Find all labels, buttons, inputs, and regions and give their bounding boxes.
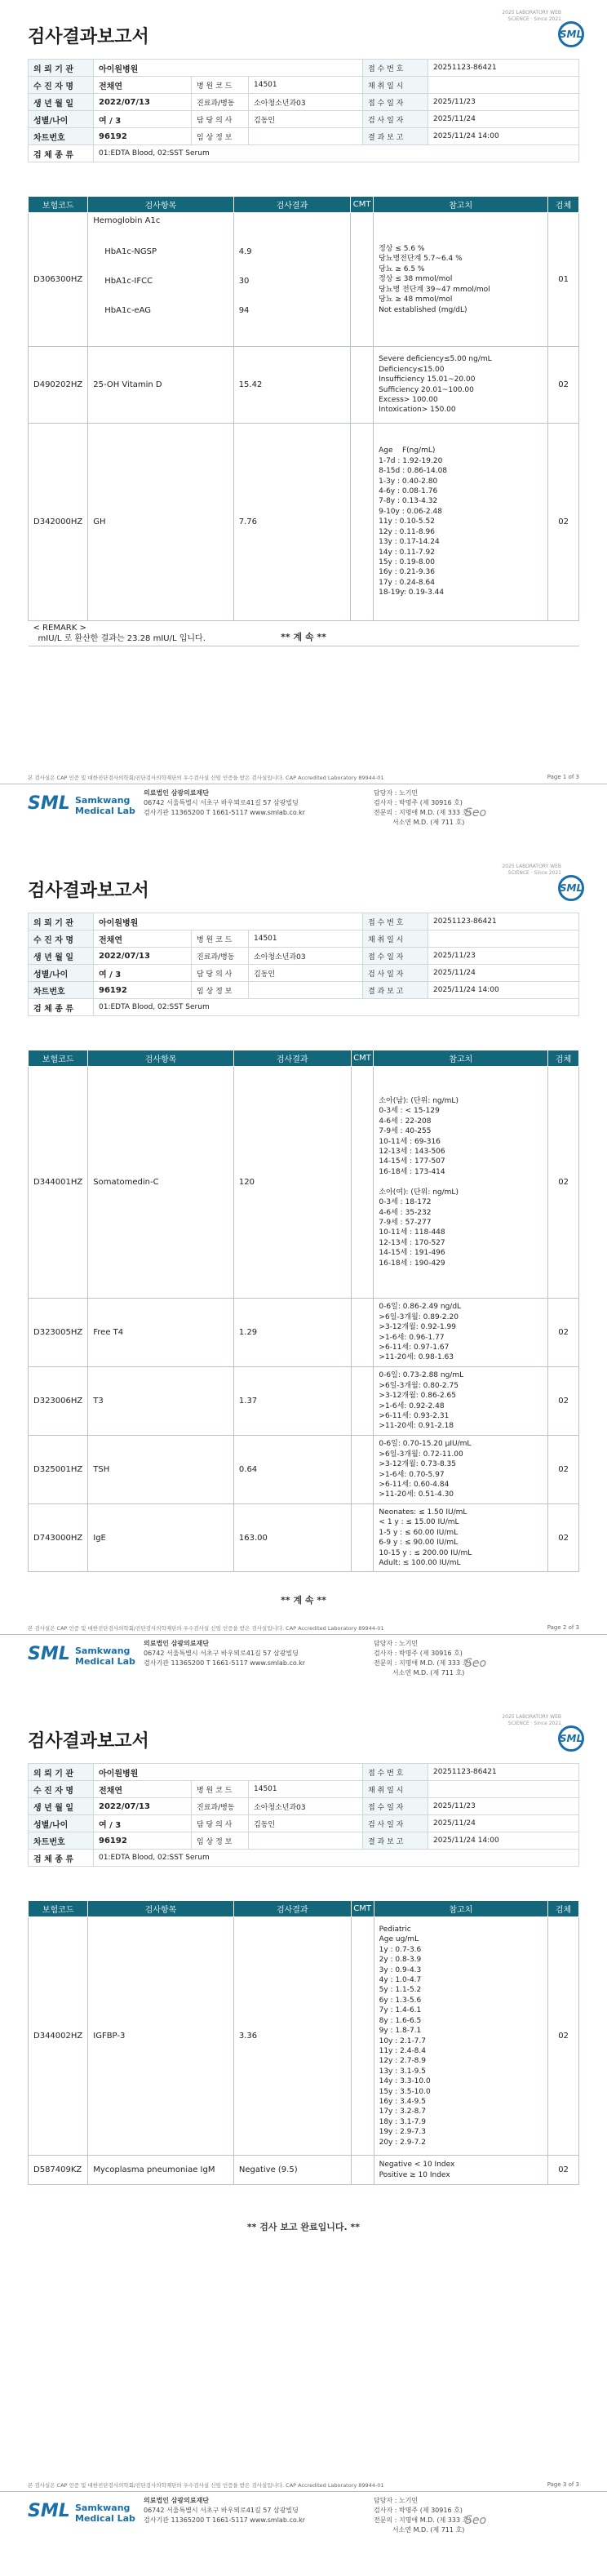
info-doctor-k: 담 당 의 사 (192, 965, 249, 982)
info-recv-k: 접 수 일 자 (363, 948, 428, 965)
report-title: 검사결과보고서 (28, 881, 149, 901)
column-header: 검체 (548, 1050, 579, 1067)
info-clinical-v (249, 128, 363, 145)
column-header: 검사결과 (233, 1901, 351, 1917)
address-line: 06742 서울특별시 서초구 바우뫼로41길 57 삼광빌딩 (144, 799, 299, 806)
info-patient-v: 전채연 (94, 930, 192, 948)
specimen-value: 01:EDTA Blood, 02:SST Serum (94, 999, 579, 1016)
reference-range: Pediatric Age ug/mL 1y : 0.7-3.6 2y : 0.8-3.9 3y : 0.9-4.3 4y : 1.0-4.7 5y : 1.1-5.2 6y : 1.3-5.6 7y : 1.4-6.1 8y : 1.6-6.5 9y : 1.8-7.1 10y : 2.1-7.7 11y : 2.4-8.4 12y : 2.7-8.9 13y : 3.1-9.5 14y : 3.3-10.0 15y : 3.5-10.0 16y : 3.4-9.5 17y : 3.2-8.7 18y : 3.1-7.9 19y : 2.9-7.3 20y : 2.9-7.2 (374, 1917, 548, 2156)
specimen-code: 02 (548, 2156, 579, 2185)
info-sexage-v: 여 / 3 (94, 1815, 192, 1832)
info-acc-k: 접 수 번 호 (363, 60, 428, 77)
comment-cell (351, 1504, 374, 1572)
info-collect-k: 채 취 일 시 (363, 77, 428, 94)
info-test-k: 검 사 일 자 (363, 111, 428, 128)
info-patient-v: 전채연 (94, 77, 192, 94)
top-meta (502, 10, 561, 23)
column-header: 검사항목 (88, 1901, 234, 1917)
info-chart-v: 96192 (94, 128, 192, 145)
sml-logo-icon (555, 872, 589, 906)
sub-test-name: HbA1c-IFCC (104, 277, 153, 286)
info-patient-v: 전채연 (94, 1781, 192, 1798)
info-hospcode-k: 병 원 코 드 (192, 1781, 249, 1798)
info-patient-k: 수 진 자 명 (29, 1781, 94, 1798)
column-header: 검사결과 (233, 1050, 351, 1067)
specimen-code: 02 (548, 424, 579, 621)
reference-range: 0-6일: 0.70-15.20 μIU/mL >6일-3개월: 0.72-11.00 >3-12개월: 0.73-8.35 >1-6세: 0.70-5.97 >6-11세: 0.60-4.84 >11-20세: 0.51-4.30 (374, 1436, 548, 1504)
insurance-code: D587409KZ (29, 2156, 88, 2185)
sub-test-name: HbA1c-eAG (104, 306, 151, 315)
info-hospcode-k: 병 원 코 드 (192, 77, 249, 94)
info-chart-k: 차트번호 (29, 128, 94, 145)
info-chart-k: 차트번호 (29, 982, 94, 999)
info-test-k: 검 사 일 자 (363, 965, 428, 982)
info-hospital-v: 아이원병원 (94, 1764, 363, 1781)
test-result: 1.37 (233, 1367, 351, 1436)
info-hospital-v: 아이원병원 (94, 913, 363, 930)
test-name: T3 (88, 1367, 234, 1436)
info-recv-v: 2025/11/23 (428, 94, 579, 111)
sml-logo-icon (555, 1722, 589, 1757)
column-header: 보험코드 (29, 1901, 88, 1917)
page-number: Page 2 of 3 (547, 1624, 579, 1631)
result-row (29, 1067, 579, 1299)
info-doctor-v: 김동인 (249, 111, 363, 128)
result-row (29, 1917, 579, 2156)
specimen-code: 02 (548, 1067, 579, 1299)
specimen-code: 01 (548, 213, 579, 347)
spacer (239, 216, 345, 238)
info-sexage-k: 성별/나이 (29, 965, 94, 982)
specimen-label: 검 체 종 류 (29, 999, 94, 1016)
insurance-code: D323006HZ (29, 1367, 88, 1436)
address-line: 검사기관 11365200 T 1661-5117 www.smlab.co.kr (144, 809, 306, 816)
info-result-v: 2025/11/24 14:00 (428, 982, 579, 999)
info-row (29, 60, 579, 77)
footer-divider (0, 2491, 607, 2492)
signatory-line: 서소연 M.D. (제 711 호) (374, 1669, 465, 1677)
signatories (374, 788, 471, 828)
info-chart-v: 96192 (94, 982, 192, 999)
column-header: CMT (351, 1901, 374, 1917)
info-row (29, 111, 579, 128)
footer-divider (0, 1634, 607, 1635)
signatories (374, 1639, 471, 1678)
signatory-line: 검사자 : 박명주 (제 30916 호) (374, 2507, 463, 2514)
brand-mark: SML (28, 1644, 70, 1664)
top-meta-line: SCIENCE · Since 2021 (507, 870, 561, 876)
results-header (29, 1901, 579, 1917)
info-result-k: 결 과 보 고 (363, 982, 428, 999)
insurance-code: D325001HZ (29, 1436, 88, 1504)
brand-mark: SML (28, 2501, 70, 2521)
info-row (29, 930, 579, 948)
test-result: 163.00 (233, 1504, 351, 1572)
column-header: CMT (351, 1050, 374, 1067)
results-header (29, 1050, 579, 1067)
results-header (29, 197, 579, 213)
test-result (233, 213, 350, 347)
signatory-line: 전문의 : 지명애 M.D. (제 333 호) (374, 1659, 472, 1667)
result-row (29, 1299, 579, 1367)
info-chart-k: 차트번호 (29, 1832, 94, 1850)
insurance-code: D743000HZ (29, 1504, 88, 1572)
info-sexage-v: 여 / 3 (94, 965, 192, 982)
test-name: Mycoplasma pneumoniae IgM (88, 2156, 234, 2185)
address-line: 의료법인 삼광의료재단 (144, 2497, 210, 2504)
signatory-line: 검사자 : 박명주 (제 30916 호) (374, 1650, 463, 1657)
reference-range: Severe deficiency≤5.00 ng/mL Deficiency≤15.00 Insufficiency 15.01~20.00 Sufficiency 20.01~100.00 Excess> 100.00 Intoxication> 150.00 (374, 347, 548, 424)
test-result: 1.29 (233, 1299, 351, 1367)
results-table (28, 196, 579, 646)
logo-text: SML (559, 1733, 583, 1744)
result-row (29, 213, 579, 347)
result-row (29, 1504, 579, 1572)
signature-image: Seo (465, 806, 487, 819)
comment-cell (351, 1917, 374, 2156)
top-meta (502, 864, 561, 877)
column-header: 참고치 (374, 1050, 548, 1067)
top-meta-line: 2025 LABORATORY WEB (502, 10, 561, 16)
info-dept-k: 진료과/병동 (192, 1798, 249, 1815)
sml-brand-logo (28, 1644, 142, 1677)
sml-logo-icon (555, 18, 589, 52)
info-test-v: 2025/11/24 (428, 111, 579, 128)
info-acc-v: 20251123-86421 (428, 913, 579, 930)
address-line: 06742 서울특별시 서초구 바우뫼로41길 57 삼광빌딩 (144, 1650, 299, 1657)
accreditation-notice: 본 검사실은 CAP 인증 및 대한진단검사의학회/진단검사의학재단의 우수검사실 신임 인증을 받은 검사실입니다. CAP Accredited Laboratory 89944-01 (28, 2482, 384, 2489)
address-line: 06742 서울특별시 서초구 바우뫼로41길 57 삼광빌딩 (144, 2507, 299, 2514)
brand-name-line: Medical Lab (75, 806, 135, 816)
info-test-v: 2025/11/24 (428, 1815, 579, 1832)
signatory-line: 전문의 : 지명애 M.D. (제 333 호) (374, 809, 472, 816)
column-header: 참고치 (374, 1901, 548, 1917)
reference-range: Negative < 10 Index Positive ≥ 10 Index (374, 2156, 548, 2185)
result-row (29, 347, 579, 424)
patient-info-table (28, 59, 579, 162)
info-row (29, 1832, 579, 1850)
info-patient-k: 수 진 자 명 (29, 930, 94, 948)
insurance-code: D490202HZ (29, 347, 88, 424)
signatory-line: 검사자 : 박명주 (제 30916 호) (374, 799, 463, 806)
reference-range: Age F(ng/mL) 1-7d : 1.92-19.20 8-15d : 0.86-14.08 1-3y : 0.40-2.80 4-6y : 0.08-1.76 7-8y : 0.13-4.32 9-10y : 0.06-2.48 11y : 0.10-5.52 12y : 0.11-8.96 13y : 0.17-14.24 14y : 0.11-7.92 15y : 0.19-8.00 16y : 0.21-9.36 17y : 0.24-8.64 18-19y: 0.19-3.44 (374, 424, 548, 621)
info-hospcode-v: 14501 (249, 77, 363, 94)
comment-cell (351, 1367, 374, 1436)
info-hospital-k: 의 뢰 기 관 (29, 1764, 94, 1781)
column-header: 검체 (548, 197, 579, 213)
continued-label: ** 계 속 ** (281, 1595, 326, 1606)
info-hospcode-v: 14501 (249, 1781, 363, 1798)
info-clinical-v (249, 982, 363, 999)
brand-mark: SML (28, 793, 70, 814)
info-dob-v: 2022/07/13 (94, 94, 192, 111)
specimen-value: 01:EDTA Blood, 02:SST Serum (94, 1850, 579, 1867)
column-header: 검체 (548, 1901, 579, 1917)
info-doctor-v: 김동인 (249, 965, 363, 982)
reference-range: 0-6일: 0.73-2.88 ng/mL >6일-3개월: 0.80-2.75 >3-12개월: 0.86-2.65 >1-6세: 0.92-2.48 >6-11세: 0.93-2.31 >11-20세: 0.91-2.18 (374, 1367, 548, 1436)
report-title: 검사결과보고서 (28, 1731, 149, 1752)
column-header: 검사결과 (233, 197, 350, 213)
test-result: Negative (9.5) (233, 2156, 351, 2185)
signatory-line: 서소연 M.D. (제 711 호) (374, 2526, 465, 2534)
test-name: Somatomedin-C (88, 1067, 234, 1299)
sml-brand-logo (28, 793, 142, 826)
info-clinical-k: 임 상 정 보 (192, 128, 249, 145)
reference-range: Neonates: ≤ 1.50 IU/mL < 1 y : ≤ 15.00 IU/mL 1-5 y : ≤ 60.00 IU/mL 6-9 y : ≤ 90.00 IU/mL 10-15 y : ≤ 200.00 IU/mL Adult: ≤ 100.00 IU/mL (374, 1504, 548, 1572)
comment-cell (351, 1067, 374, 1299)
info-test-v: 2025/11/24 (428, 965, 579, 982)
lab-address (144, 2496, 305, 2525)
address-line: 의료법인 삼광의료재단 (144, 789, 210, 797)
page-number: Page 1 of 3 (547, 774, 579, 780)
top-meta (502, 1714, 561, 1727)
info-dept-v: 소아청소년과03 (249, 94, 363, 111)
info-hospcode-v: 14501 (249, 930, 363, 948)
info-result-v: 2025/11/24 14:00 (428, 1832, 579, 1850)
specimen-code: 02 (548, 1299, 579, 1367)
info-dob-k: 생 년 월 일 (29, 1798, 94, 1815)
info-row (29, 128, 579, 145)
signatory-line: 담당자 : 노기민 (374, 1640, 419, 1647)
info-dob-v: 2022/07/13 (94, 1798, 192, 1815)
sub-test-name: HbA1c-NGSP (104, 247, 157, 256)
specimen-label: 검 체 종 류 (29, 145, 94, 162)
accreditation-notice: 본 검사실은 CAP 인증 및 대한진단검사의학회/진단검사의학재단의 우수검사실 신임 인증을 받은 검사실입니다. CAP Accredited Laboratory 89944-01 (28, 1625, 384, 1632)
sml-brand-logo (28, 2501, 142, 2534)
specimen-label: 검 체 종 류 (29, 1850, 94, 1867)
test-name: IgE (88, 1504, 234, 1572)
signature-image: Seo (465, 1657, 487, 1670)
result-row (29, 1367, 579, 1436)
address-line: 검사기관 11365200 T 1661-5117 www.smlab.co.kr (144, 1659, 306, 1667)
info-dept-v: 소아청소년과03 (249, 1798, 363, 1815)
info-acc-v: 20251123-86421 (428, 1764, 579, 1781)
test-name: GH (88, 424, 233, 621)
info-acc-v: 20251123-86421 (428, 60, 579, 77)
insurance-code: D323005HZ (29, 1299, 88, 1367)
info-collect-v (428, 1781, 579, 1798)
logo-text: SML (559, 29, 583, 40)
signature-image: Seo (465, 2514, 487, 2527)
info-row (29, 1781, 579, 1798)
brand-name (75, 795, 135, 816)
comment-cell (351, 1299, 374, 1367)
test-result: 15.42 (233, 347, 350, 424)
info-acc-k: 접 수 번 호 (363, 1764, 428, 1781)
top-meta-line: 2025 LABORATORY WEB (502, 1714, 561, 1720)
info-dob-v: 2022/07/13 (94, 948, 192, 965)
info-dept-k: 진료과/병동 (192, 948, 249, 965)
brand-name-line: Medical Lab (75, 2513, 135, 2524)
reference-range: 정상 ≤ 5.6 % 당뇨병전단계 5.7~6.4 % 당뇨 ≥ 6.5 % 정상 ≤ 38 mmol/mol 당뇨병 전단계 39~47 mmol/mol 당뇨 ≥ 48 mmol/mol Not established (mg/dL) (374, 213, 548, 347)
sub-test-result: 94 (238, 306, 250, 315)
continued-label: ** 계 속 ** (281, 632, 326, 642)
report-title: 검사결과보고서 (28, 27, 149, 47)
info-row (29, 94, 579, 111)
logo-text: SML (559, 882, 583, 894)
results-table (28, 1900, 579, 2185)
signatory-line: 담당자 : 노기민 (374, 789, 419, 797)
specimen-code: 02 (548, 1917, 579, 2156)
info-hospital-k: 의 뢰 기 관 (29, 913, 94, 930)
info-row (29, 948, 579, 965)
sub-test-result: 4.9 (238, 247, 252, 256)
page-number: Page 3 of 3 (547, 2481, 579, 2488)
test-name: 25-OH Vitamin D (88, 347, 233, 424)
brand-name-line: Samkwang (75, 2503, 131, 2513)
brand-name-line: Samkwang (75, 1646, 131, 1656)
info-dob-k: 생 년 월 일 (29, 948, 94, 965)
info-result-k: 결 과 보 고 (363, 128, 428, 145)
brand-name (75, 1646, 135, 1667)
lab-address (144, 1639, 305, 1668)
result-row (29, 424, 579, 621)
insurance-code: D344002HZ (29, 1917, 88, 2156)
insurance-code: D342000HZ (29, 424, 88, 621)
info-row (29, 1815, 579, 1832)
info-result-k: 결 과 보 고 (363, 1832, 428, 1850)
address-line: 의료법인 삼광의료재단 (144, 1640, 210, 1647)
results-table (28, 1050, 579, 1572)
top-meta-line: SCIENCE · Since 2021 (507, 16, 561, 22)
column-header: 보험코드 (29, 1050, 88, 1067)
info-sexage-k: 성별/나이 (29, 1815, 94, 1832)
top-meta-line: SCIENCE · Since 2021 (507, 1721, 561, 1726)
sub-test-result: 30 (238, 277, 250, 286)
info-row-specimen (29, 999, 579, 1016)
result-row (29, 2156, 579, 2185)
test-result: 120 (233, 1067, 351, 1299)
info-doctor-k: 담 당 의 사 (192, 111, 249, 128)
info-dob-k: 생 년 월 일 (29, 94, 94, 111)
signatories (374, 2496, 471, 2535)
insurance-code: D344001HZ (29, 1067, 88, 1299)
test-result: 0.64 (233, 1436, 351, 1504)
info-acc-k: 접 수 번 호 (363, 913, 428, 930)
remark-text: mIU/L 로 환산한 결과는 23.28 mIU/L 입니다. (38, 634, 206, 643)
reference-range: 소아(남): (단위: ng/mL) 0-3세 : < 15-129 4-6세 : 22-208 7-9세 : 40-255 10-11세 : 69-316 12-13세 : 143-506 14-15세 : 177-507 16-18세 : 173-414 소아(여): (단위: ng/mL) 0-3세 : 18-172 4-6세 : 35-232 7-9세 : 57-277 10-11세 : 118-448 12-13세 : 170-527 14-15세 : 191-496 16-18세 : 190-429 (374, 1067, 548, 1299)
signatory-line: 서소연 M.D. (제 711 호) (374, 819, 465, 826)
column-header: 참고치 (374, 197, 548, 213)
info-sexage-v: 여 / 3 (94, 111, 192, 128)
info-row (29, 965, 579, 982)
test-name (88, 213, 233, 347)
info-doctor-k: 담 당 의 사 (192, 1815, 249, 1832)
signatory-line: 전문의 : 지명애 M.D. (제 333 호) (374, 2516, 472, 2524)
column-header: 보험코드 (29, 197, 88, 213)
test-name: TSH (88, 1436, 234, 1504)
info-recv-v: 2025/11/23 (428, 1798, 579, 1815)
test-name: IGFBP-3 (88, 1917, 234, 2156)
info-dept-k: 진료과/병동 (192, 94, 249, 111)
comment-cell (351, 2156, 374, 2185)
test-name-main: Hemoglobin A1c (93, 216, 161, 225)
top-meta-line: 2025 LABORATORY WEB (502, 864, 561, 869)
info-collect-k: 채 취 일 시 (363, 1781, 428, 1798)
info-doctor-v: 김동인 (249, 1815, 363, 1832)
remark-title: < REMARK > (33, 624, 86, 633)
info-sexage-k: 성별/나이 (29, 111, 94, 128)
info-test-k: 검 사 일 자 (363, 1815, 428, 1832)
accreditation-notice: 본 검사실은 CAP 인증 및 대한진단검사의학회/진단검사의학재단의 우수검사실 신임 인증을 받은 검사실입니다. CAP Accredited Laboratory 89944-01 (28, 775, 384, 781)
info-row-specimen (29, 145, 579, 162)
info-clinical-k: 임 상 정 보 (192, 982, 249, 999)
info-row (29, 1764, 579, 1781)
comment-cell (351, 424, 374, 621)
patient-info-table (28, 913, 579, 1016)
comment-cell (351, 213, 374, 347)
info-row (29, 1798, 579, 1815)
specimen-code: 02 (548, 347, 579, 424)
brand-name (75, 2503, 135, 2524)
insurance-code: D306300HZ (29, 213, 88, 347)
specimen-code: 02 (548, 1504, 579, 1572)
report-complete-label: ** 검사 보고 완료입니다. ** (246, 2222, 361, 2232)
column-header: CMT (351, 197, 374, 213)
info-hospital-k: 의 뢰 기 관 (29, 60, 94, 77)
test-result: 7.76 (233, 424, 350, 621)
specimen-code: 02 (548, 1367, 579, 1436)
comment-cell (351, 1436, 374, 1504)
info-row (29, 913, 579, 930)
info-recv-k: 접 수 일 자 (363, 1798, 428, 1815)
info-collect-v (428, 77, 579, 94)
specimen-value: 01:EDTA Blood, 02:SST Serum (94, 145, 579, 162)
info-row (29, 982, 579, 999)
info-row-specimen (29, 1850, 579, 1867)
column-header: 검사항목 (88, 197, 233, 213)
lab-address (144, 788, 305, 818)
signatory-line: 담당자 : 노기민 (374, 2497, 419, 2504)
reference-range: 0-6일: 0.86-2.49 ng/dL >6일-3개월: 0.89-2.20 >3-12개월: 0.92-1.99 >1-6세: 0.96-1.77 >6-11세: 0.97-1.67 >11-20세: 0.98-1.63 (374, 1299, 548, 1367)
info-result-v: 2025/11/24 14:00 (428, 128, 579, 145)
brand-name-line: Medical Lab (75, 1656, 135, 1667)
patient-info-table (28, 1763, 579, 1867)
info-clinical-k: 임 상 정 보 (192, 1832, 249, 1850)
info-collect-v (428, 930, 579, 948)
specimen-code: 02 (548, 1436, 579, 1504)
info-row (29, 77, 579, 94)
column-header: 검사항목 (88, 1050, 234, 1067)
info-recv-v: 2025/11/23 (428, 948, 579, 965)
brand-name-line: Samkwang (75, 795, 131, 806)
info-collect-k: 채 취 일 시 (363, 930, 428, 948)
info-clinical-v (249, 1832, 363, 1850)
test-name: Free T4 (88, 1299, 234, 1367)
info-dept-v: 소아청소년과03 (249, 948, 363, 965)
address-line: 검사기관 11365200 T 1661-5117 www.smlab.co.kr (144, 2516, 306, 2524)
info-recv-k: 접 수 일 자 (363, 94, 428, 111)
info-hospcode-k: 병 원 코 드 (192, 930, 249, 948)
test-result: 3.36 (233, 1917, 351, 2156)
info-patient-k: 수 진 자 명 (29, 77, 94, 94)
info-chart-v: 96192 (94, 1832, 192, 1850)
info-hospital-v: 아이원병원 (94, 60, 363, 77)
comment-cell (351, 347, 374, 424)
result-row (29, 1436, 579, 1504)
